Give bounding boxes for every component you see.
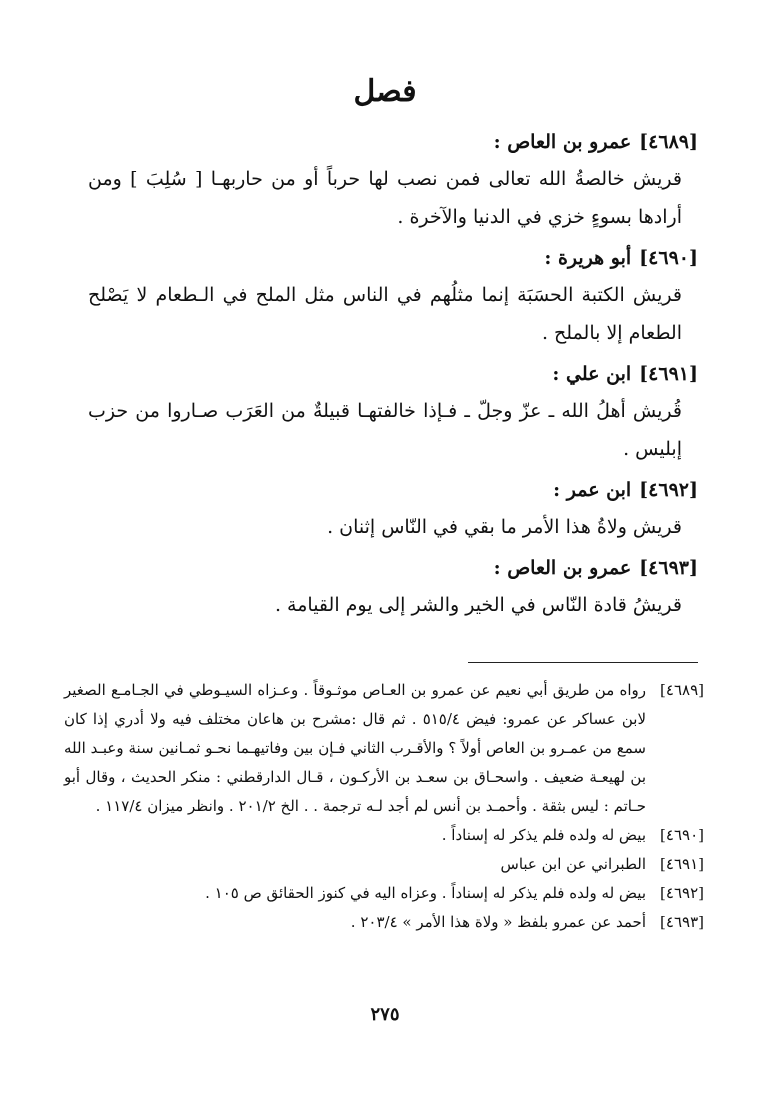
page-number: ٢٧٥	[370, 1004, 400, 1025]
entry-text: قريشُ قادة النّاس في الخير والشر إلى يوم القيامة .	[274, 594, 682, 616]
footnote-number: [٤٦٩٢]	[660, 884, 704, 902]
entry-number: [٤٦٩٢]	[639, 479, 698, 501]
footnote-text: رواه من طريق أبي نعيم عن عمرو بن العـاص موثـوقاً . وعـزاه السيـوطي في الجـامـع الصغير لابن عساكر عن عمرو: فيض ٥١٥/٤ . ثم قال :مشرح بن هاعان مختلف فيه ولا أدري إذا كان سمع من عمـرو بن العاص أولاً ؟ والأقـرب الثاني فـإن بين وفاتيهـما نحـو ثمـانين سنة وعبـد الله بن لهيعـة ضعيف . واسحـاق بن سعـد بن الأركـون ، قـال الدارقطني : منكر الحديث ، وقال أبو حـاتم : ليس بثقة . وأحمـد بن أنس لم أجد لـه ترجمة . . الخ ٢٠١/٢ . وانظر ميزان ١١٧/٤ .	[64, 681, 647, 815]
hadith-entries	[88, 124, 698, 628]
page-title: فصل	[353, 74, 417, 109]
footnote-number: [٤٦٨٩]	[660, 681, 704, 699]
footnote-text: بيض له ولده فلم يذكر له إسناداً .	[441, 826, 646, 844]
entry-heading	[88, 124, 698, 160]
entry-source: أبو هريرة :	[544, 247, 632, 269]
footnote	[64, 850, 704, 879]
footnote-number: [٤٦٩١]	[660, 855, 704, 873]
footnote-text: أحمد عن عمرو بلفظ « ولاة هذا الأمر » ٢٠٣/٤ .	[350, 913, 646, 931]
hadith-entry	[88, 356, 698, 468]
footnote	[64, 879, 704, 908]
hadith-entry	[88, 240, 698, 352]
footnote	[64, 821, 704, 850]
entry-source: عمرو بن العاص :	[493, 557, 632, 579]
entry-number: [٤٦٩١]	[639, 363, 698, 385]
entry-heading	[88, 550, 698, 586]
footnote-divider	[468, 662, 698, 663]
entry-text: قريش الكتبة الحسَبَة إنما مثلُهم في الناس مثل الملح في الـطعام لا يَصْلح الطعام إلا بالملح .	[88, 284, 682, 344]
entry-text: قريش ولاةُ هذا الأمر ما بقي في النّاس إثنان .	[327, 516, 682, 538]
footnote	[64, 908, 704, 937]
hadith-entry	[88, 472, 698, 546]
footnote-text: بيض له ولده فلم يذكر له إسناداً . وعزاه اليه في كنوز الحقائق ص ١٠٥ .	[205, 884, 646, 902]
entry-heading	[88, 472, 698, 508]
footnote-number: [٤٦٩٠]	[660, 826, 704, 844]
entry-source: عمرو بن العاص :	[493, 131, 632, 153]
footnotes	[64, 676, 704, 937]
entry-heading	[88, 240, 698, 276]
hadith-entry	[88, 124, 698, 236]
entry-text: قُريش أهلُ الله ـ عزّ وجلّ ـ فـإذا خالفتهـا قبيلةٌ من العَرَب صـاروا من حزب إبليس .	[88, 400, 682, 460]
hadith-entry	[88, 550, 698, 624]
entry-text: قريش خالصةُ الله تعالى فمن نصب لها حرباً أو من حاربهـا [ سُلِبَ ] ومن أرادها بسوءٍ خزي في الدنيا والآخرة .	[88, 168, 682, 228]
entry-number: [٤٦٨٩]	[639, 131, 698, 153]
footnote	[64, 676, 704, 821]
entry-heading	[88, 356, 698, 392]
entry-number: [٤٦٩٣]	[639, 557, 698, 579]
entry-number: [٤٦٩٠]	[639, 247, 698, 269]
entry-source: ابن عمر :	[553, 479, 632, 501]
footnote-number: [٤٦٩٣]	[660, 913, 704, 931]
footnote-text: الطبراني عن ابن عباس	[500, 855, 646, 873]
entry-source: ابن علي :	[552, 363, 632, 385]
